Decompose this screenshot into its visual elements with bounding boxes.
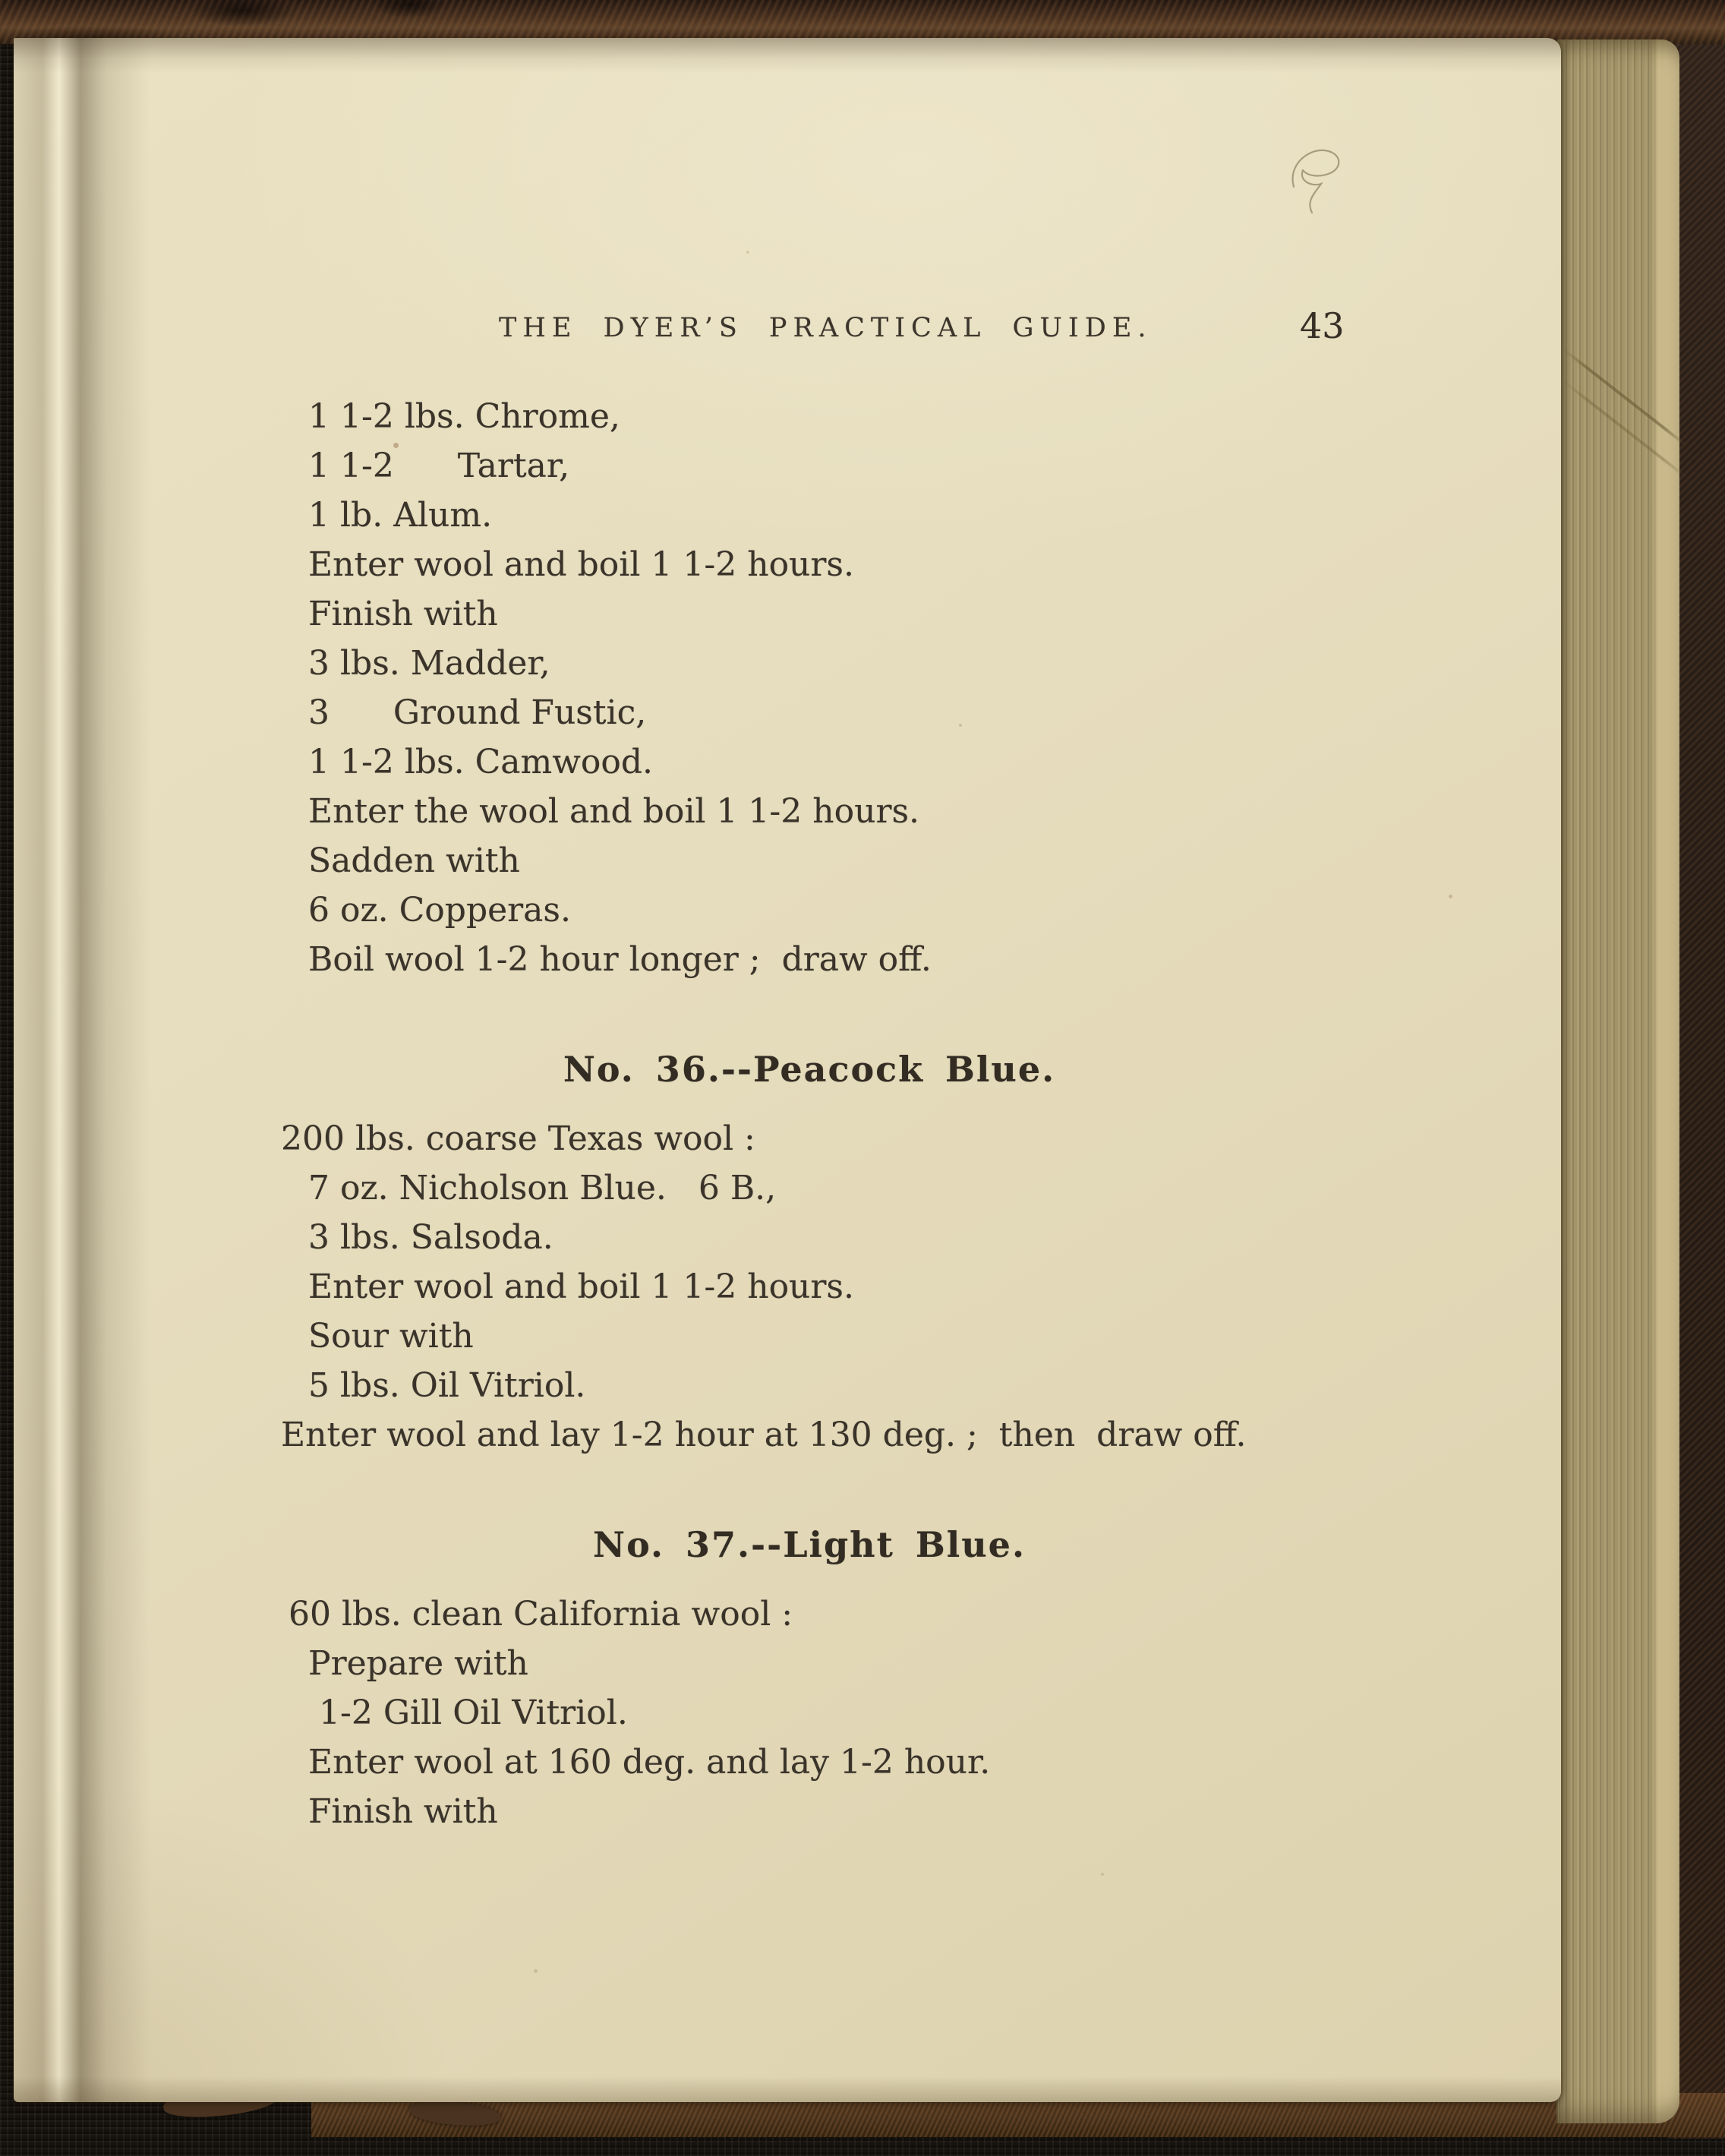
text-line: Enter wool and lay 1-2 hour at 130 deg. ; then draw off. bbox=[281, 1416, 1247, 1454]
book-page bbox=[14, 38, 1561, 2102]
pencil-mark bbox=[1277, 143, 1368, 245]
text-line: Enter the wool and boil 1 1-2 hours. bbox=[308, 792, 920, 831]
text-line: 1 1-2 lbs. Chrome, bbox=[308, 397, 620, 436]
page-number: 43 bbox=[1300, 305, 1345, 346]
text-line: Finish with bbox=[308, 1792, 498, 1831]
page-bottom-shadow bbox=[14, 2076, 1561, 2102]
text-line: 1 1-2 lbs. Camwood. bbox=[308, 743, 654, 781]
text-line: Enter wool and boil 1 1-2 hours. bbox=[308, 1267, 854, 1306]
foxing-spot bbox=[1101, 1873, 1104, 1876]
recipe-37 bbox=[14, 1520, 1561, 1836]
text-line: 1 1-2 Tartar, bbox=[308, 447, 570, 485]
foxing-spot bbox=[534, 1969, 538, 1973]
fore-edge-stain bbox=[1562, 348, 1689, 448]
text-line: 6 oz. Copperas. bbox=[308, 891, 571, 930]
foxing-spot bbox=[746, 251, 749, 254]
text-line: 1-2 Gill Oil Vitriol. bbox=[319, 1694, 628, 1732]
text-line: 5 lbs. Oil Vitriol. bbox=[308, 1366, 586, 1405]
page-fore-edge bbox=[1556, 39, 1679, 2123]
running-header-title: THE DYER’S PRACTICAL GUIDE. bbox=[499, 313, 1153, 343]
text-line: 3 Ground Fustic, bbox=[308, 693, 647, 732]
text-line: Enter wool and boil 1 1-2 hours. bbox=[308, 545, 854, 584]
text-line: 7 oz. Nicholson Blue. 6 B., bbox=[308, 1169, 777, 1207]
text-body bbox=[14, 392, 1561, 1836]
recipe-36 bbox=[14, 1045, 1561, 1460]
text-line: Boil wool 1-2 hour longer ; draw off. bbox=[308, 940, 932, 979]
section-heading: No. 37.--Light Blue. bbox=[593, 1524, 1026, 1565]
section-heading: No. 36.--Peacock Blue. bbox=[563, 1049, 1056, 1090]
text-line: 3 lbs. Madder, bbox=[308, 644, 550, 683]
fore-edge-stain bbox=[1562, 380, 1689, 480]
text-line: 3 lbs. Salsoda. bbox=[308, 1218, 553, 1257]
text-line: Sadden with bbox=[308, 841, 520, 880]
text-line: 1 lb. Alum. bbox=[308, 496, 493, 535]
text-line: Enter wool at 160 deg. and lay 1-2 hour. bbox=[308, 1743, 991, 1782]
binding-shadow bbox=[14, 38, 1561, 73]
text-line: Finish with bbox=[308, 595, 498, 633]
text-line: Prepare with bbox=[308, 1644, 528, 1683]
recipe-35-continued bbox=[14, 392, 1561, 984]
text-line: 60 lbs. clean California wool : bbox=[289, 1595, 793, 1634]
text-line: Sour with bbox=[308, 1317, 474, 1356]
text-line: 200 lbs. coarse Texas wool : bbox=[281, 1119, 755, 1158]
